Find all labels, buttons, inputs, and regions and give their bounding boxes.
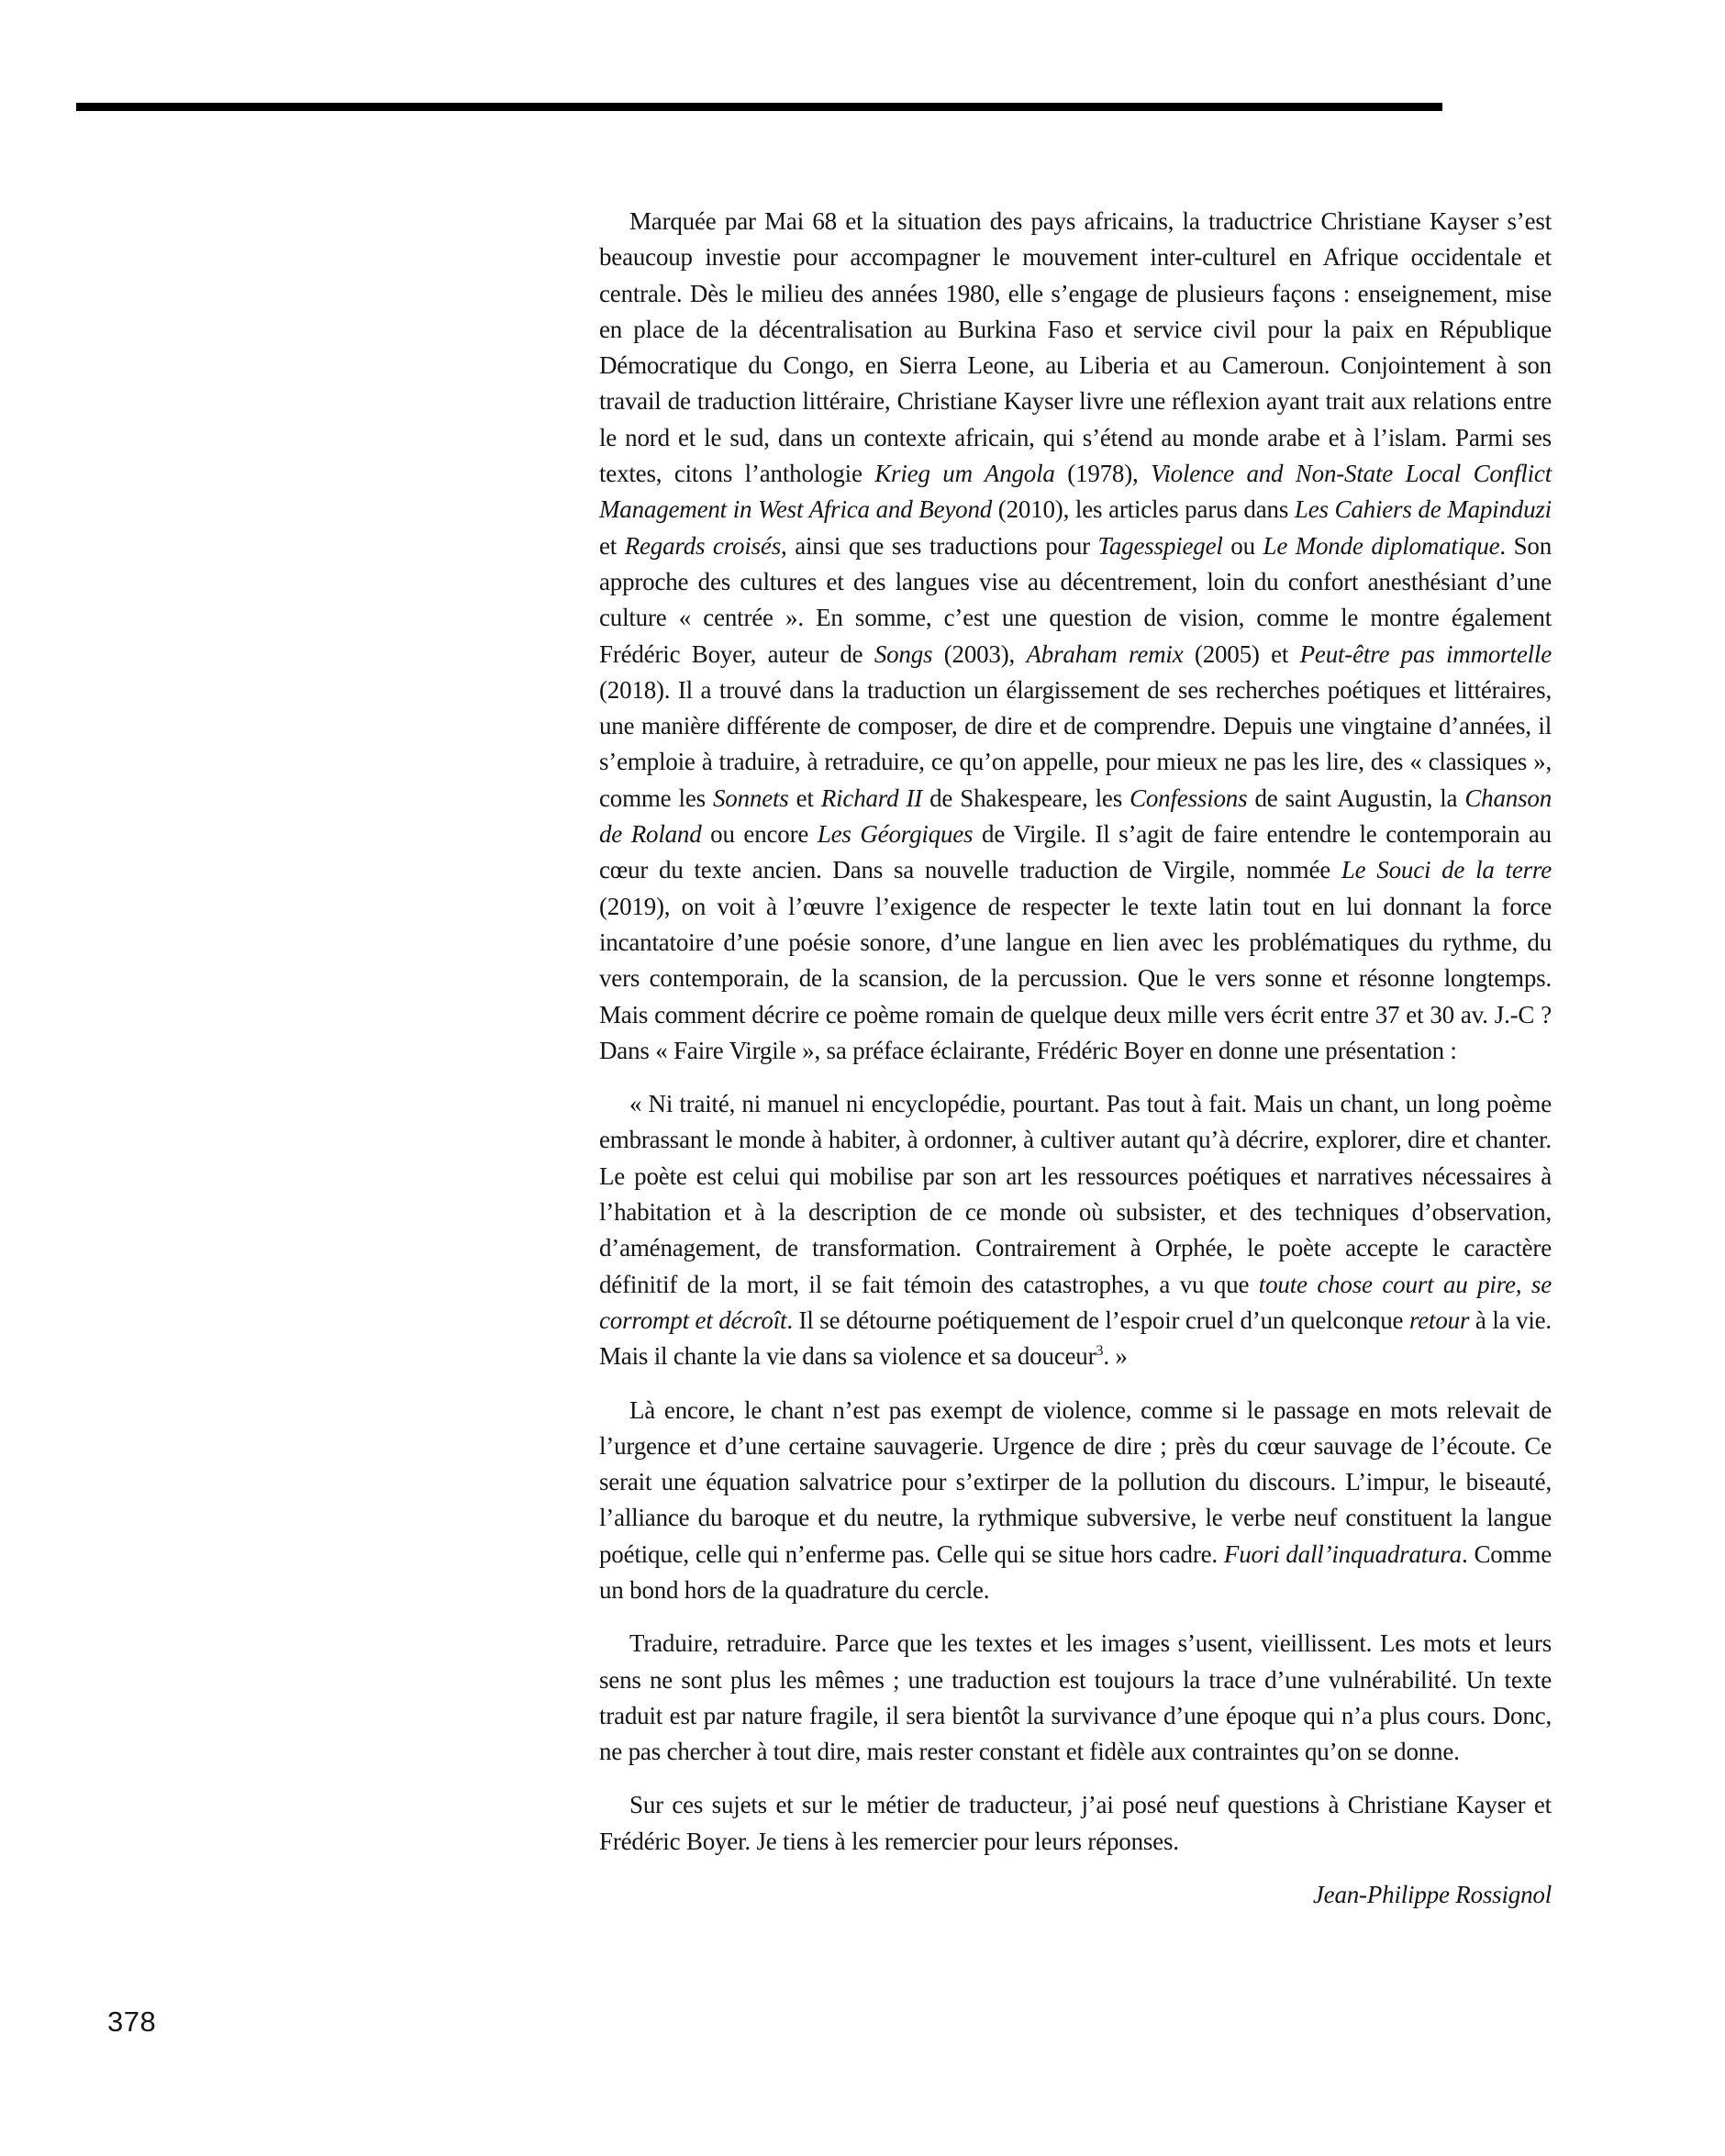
author-signature: Jean-Philippe Rossignol xyxy=(1312,1881,1552,1909)
top-rule xyxy=(76,103,1442,111)
body-paragraph-3: Traduire, retraduire. Parce que les textes et les images s’usent, vieillissent. Les mots et leurs sens ne sont plus les mêmes ; une traduction est toujours la trace d’une vulnérabilité. Un texte traduit est par nature fragile, il sera bientôt la survivance d’une époque qui n’a plus cours. Donc, ne pas chercher à tout dire, mais rester constant et fidèle aux contraintes qu’on se donne. xyxy=(599,1629,1552,1766)
text-column xyxy=(599,204,1552,1913)
page-number: 378 xyxy=(107,2006,157,2038)
body-paragraph-2: Là encore, le chant n’est pas exempt de violence, comme si le passage en mots relevait de l’urgence et d’une certaine sauvagerie. Urgence de dire ; près du cœur sauvage de l’écoute. Ce serait une équation salvatrice pour s’extirper de la pollution du discours. L’impur, le biseauté, l’alliance du baroque et du neutre, la rythmique subversive, le verbe neuf constituent la langue poétique, celle qui n’enferme pas. Celle qui se situe hors cadre. Fuori dall’inquadratura. Comme un bond hors de la quadrature du cercle. xyxy=(599,1395,1552,1604)
blockquote-paragraph: « Ni traité, ni manuel ni encyclopédie, pourtant. Pas tout à fait. Mais un chant, un long poème embrassant le monde à habiter, à ordonner, à cultiver autant qu’à décrire, explorer, dire et chanter. Le poète est celui qui mobilise par son art les ressources poétiques et narratives nécessaires à l’habitation et à la description de ce monde où subsister, et des techniques d’observation, d’aménagement, de transformation. Contrairement à Orphée, le poète accepte le caractère définitif de la mort, il se fait témoin des catastrophes, a vu que toute chose court au pire, se corrompt et décroît. Il se détourne poétiquement de l’espoir cruel d’un quelconque retour à la vie. Mais il chante la vie dans sa violence et sa douceur$^3$. » xyxy=(599,1090,1552,1371)
body-paragraph-1: Marquée par Mai 68 et la situation des pays africains, la traductrice Christiane Kayser s’est beaucoup investie pour accompagner le mouvement inter-culturel en Afrique occidentale et centrale. Dès le milieu des années 1980, elle s’engage de plusieurs façons : enseignement, mise en place de la décentralisation au Burkina Faso et service civil pour la paix en République Démocratique du Congo, en Sierra Leone, au Liberia et au Cameroun. Conjointement à son travail de traduction littéraire, Christiane Kayser livre une réflexion ayant trait aux relations entre le nord et le sud, dans un contexte africain, qui s’étend au monde arabe et à l’islam. Parmi ses textes, citons l’anthologie Krieg um Angola (1978), Violence and Non-State Local Conflict Management in West Africa and Beyond (2010), les articles parus dans Les Cahiers de Mapinduzi et Regards croisés, ainsi que ses traductions pour Tagesspiegel ou Le Monde diplomatique. Son approche des cultures et des langues vise au décentrement, loin du confort anesthésiant d’une culture « centrée ». En somme, c’est une question de vision, comme le montre également Frédéric Boyer, auteur de Songs (2003), Abraham remix (2005) et Peut-être pas immortelle (2018). Il a trouvé dans la traduction un élargissement de ses recherches poétiques et littéraires, une manière différente de composer, de dire et de comprendre. Depuis une vingtaine d’années, il s’emploie à traduire, à retraduire, ce qu’on appelle, pour mieux ne pas les lire, des « classiques », comme les Sonnets et Richard II de Shakespeare, les Confessions de saint Augustin, la Chanson de Roland ou encore Les Géorgiques de Virgile. Il s’agit de faire entendre le contemporain au cœur du texte ancien. Dans sa nouvelle traduction de Virgile, nommée Le Souci de la terre (2019), on voit à l’œuvre l’exigence de respecter le texte latin tout en lui donnant la force incantatoire d’une poésie sonore, d’une langue en lien avec les problématiques du rythme, du vers contemporain, de la scansion, de la percussion. Que le vers sonne et résonne longtemps. Mais comment décrire ce poème romain de quelque deux mille vers écrit entre 37 et 30 av. J.-C ? Dans « Faire Virgile », sa préface éclairante, Frédéric Boyer en donne une présentation : xyxy=(599,207,1552,1064)
body-paragraph-4: Sur ces sujets et sur le métier de traducteur, j’ai posé neuf questions à Christiane Kayser et Frédéric Boyer. Je tiens à les remercier pour leurs réponses. xyxy=(599,1791,1552,1855)
